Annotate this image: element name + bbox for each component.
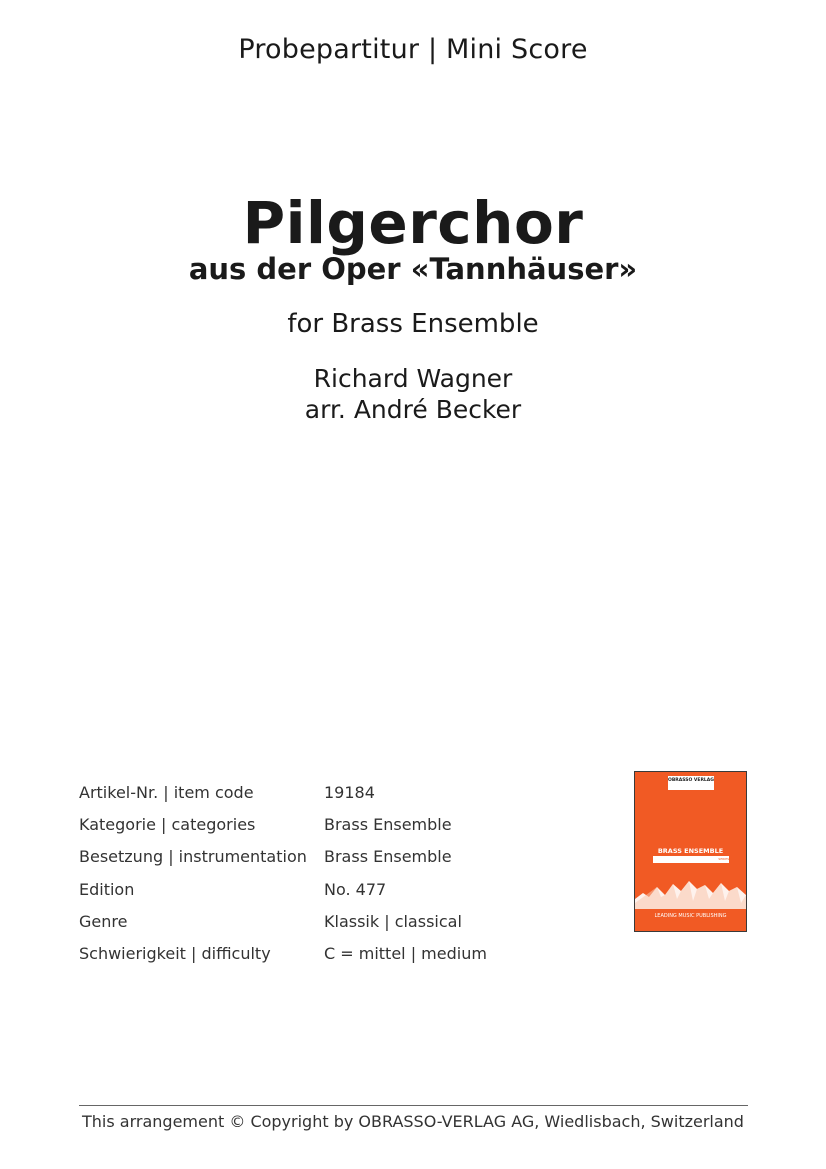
info-key: Kategorie | categories — [79, 814, 256, 834]
info-key: Edition — [79, 879, 135, 899]
info-value: C = mittel | medium — [324, 944, 487, 964]
info-row-difficulty — [79, 937, 499, 969]
mountain-graphic — [635, 875, 746, 909]
info-key: Artikel-Nr. | item code — [79, 782, 254, 802]
series-cover-thumbnail — [634, 771, 747, 932]
publisher-logo — [668, 776, 714, 790]
info-row-categories — [79, 808, 499, 840]
info-value: Brass Ensemble — [324, 814, 452, 834]
arranger-name: arr. André Becker — [304, 395, 522, 424]
score-type-label: Probepartitur | Mini Score — [238, 34, 588, 65]
instrumentation-line: for Brass Ensemble — [287, 309, 539, 339]
piece-subtitle: aus der Oper «Tannhäuser» — [188, 252, 638, 286]
info-value: 19184 — [324, 782, 375, 802]
info-row-edition — [79, 873, 499, 905]
info-row-instrumentation — [79, 841, 499, 873]
cover-series-sub-text: SERIES — [718, 857, 729, 861]
cover-publisher-text: LEADING MUSIC PUBLISHING — [654, 913, 727, 919]
footer-divider — [79, 1105, 748, 1106]
piece-title: Pilgerchor — [242, 189, 584, 257]
composer-name: Richard Wagner — [313, 364, 513, 393]
cover-series-title: BRASS ENSEMBLE — [657, 847, 724, 855]
cover-series-sub — [653, 856, 729, 863]
info-key: Besetzung | instrumentation — [79, 847, 307, 867]
info-value: Brass Ensemble — [324, 847, 452, 867]
info-row-item-code — [79, 776, 499, 808]
copyright-notice: This arrangement © Copyright by OBRASSO-VERLAG AG, Wiedlisbach, Switzerland — [82, 1112, 744, 1131]
info-key: Schwierigkeit | difficulty — [79, 944, 271, 964]
info-key: Genre — [79, 911, 128, 931]
publisher-logo-text: OBRASSO VERLAG — [668, 778, 714, 783]
info-value: Klassik | classical — [324, 911, 462, 931]
item-info-table — [79, 776, 499, 970]
info-row-genre — [79, 905, 499, 937]
info-value: No. 477 — [324, 879, 387, 899]
